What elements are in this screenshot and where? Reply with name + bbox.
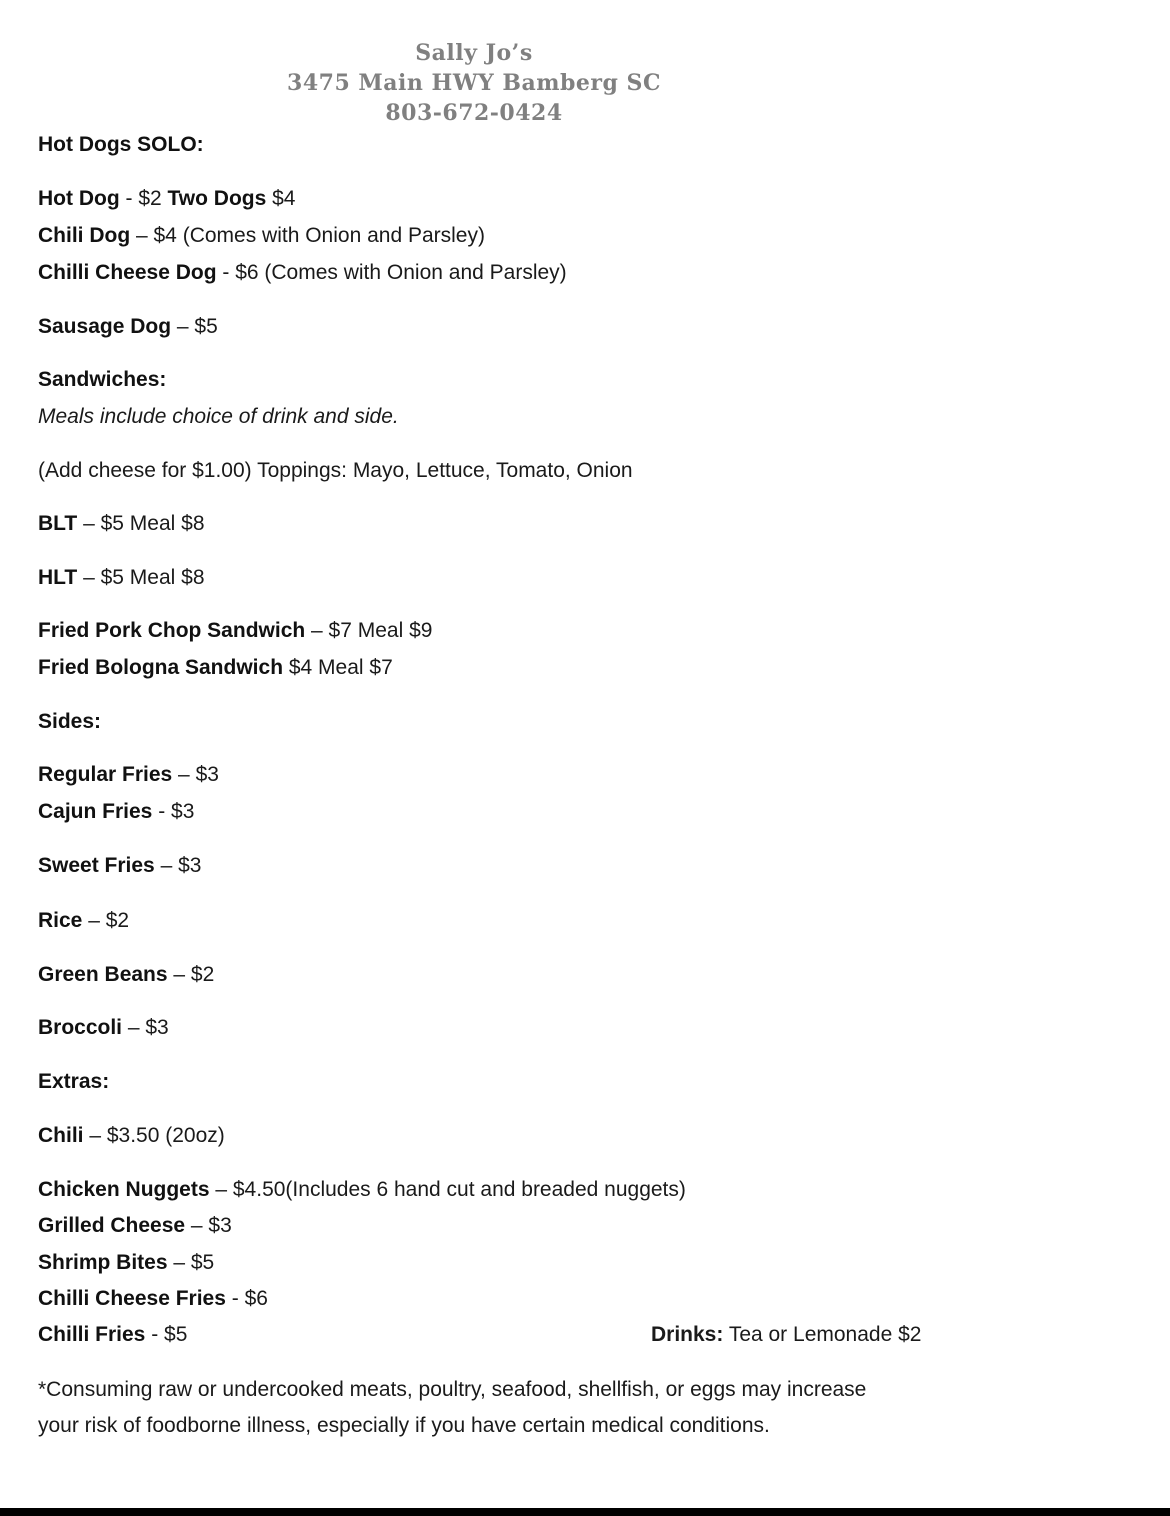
restaurant-address: 3475 Main HWY Bamberg SC [287, 70, 661, 96]
item-name: Fried Pork Chop Sandwich [38, 619, 306, 642]
menu-item-drinks [651, 1322, 921, 1348]
item-name: Chili Dog [38, 224, 131, 247]
item-name: Hot Dog [38, 187, 120, 210]
meals-note: Meals include choice of drink and side. [38, 405, 399, 428]
menu-item-chili-dog [38, 223, 485, 249]
item-name: Chicken Nuggets [38, 1178, 210, 1201]
item-name: Chilli Cheese Dog [38, 261, 217, 284]
item-price: – $2 [167, 963, 215, 986]
item-price: - $3 [152, 800, 195, 823]
item-price: $4 [266, 187, 296, 210]
item-price: $4 Meal $7 [283, 656, 393, 679]
menu-item-regular-fries [38, 762, 219, 788]
item-price: – $3 [185, 1214, 232, 1237]
item-price: – $5 [171, 315, 218, 338]
item-price: – $5 Meal $8 [77, 566, 205, 589]
sides-heading: Sides: [38, 710, 102, 733]
menu-item-shrimp-bites [38, 1250, 214, 1276]
menu-item-rice [38, 908, 129, 934]
item-price: – $3 [154, 854, 202, 877]
item-price: - $6 [225, 1287, 268, 1310]
menu-item-grilled-cheese [38, 1213, 232, 1239]
item-name: Broccoli [38, 1016, 123, 1039]
extras-heading: Extras: [38, 1070, 110, 1093]
item-price: – $3 [122, 1016, 169, 1039]
item-price: – $3 [172, 763, 219, 786]
item-price: – $7 Meal $9 [305, 619, 433, 642]
item-name: Sweet Fries [38, 854, 155, 877]
menu-item-broccoli [38, 1015, 169, 1041]
item-name: Green Beans [38, 963, 168, 986]
hot-dogs-heading: Hot Dogs SOLO: [38, 133, 204, 156]
item-name: HLT [38, 566, 78, 589]
menu-item-hlt [38, 565, 205, 591]
item-name: Sausage Dog [38, 315, 172, 338]
item-price: – $5 Meal $8 [77, 512, 205, 535]
toppings-note: (Add cheese for $1.00) Toppings: Mayo, Lettuce, Tomato, Onion [38, 459, 633, 482]
restaurant-phone: 803-672-0424 [385, 100, 563, 126]
drinks-text: Tea or Lemonade $2 [723, 1323, 922, 1346]
item-price: – $4.50(Includes 6 hand cut and breaded nuggets) [209, 1178, 686, 1201]
item-name: Two Dogs [167, 187, 267, 210]
item-price: - $6 (Comes with Onion and Parsley) [216, 261, 567, 284]
item-name: Chilli Fries [38, 1323, 146, 1346]
menu-item-sweet-fries [38, 853, 201, 879]
item-name: Fried Bologna Sandwich [38, 656, 284, 679]
sandwiches-heading: Sandwiches: [38, 368, 167, 391]
item-name: Shrimp Bites [38, 1251, 168, 1274]
item-name: Rice [38, 909, 83, 932]
drinks-label: Drinks: [651, 1323, 724, 1346]
menu-item-sausage-dog [38, 314, 218, 340]
disclaimer-line-2: your risk of foodborne illness, especially if you have certain medical conditions. [38, 1414, 770, 1437]
menu-item-fried-bologna-sandwich [38, 655, 393, 681]
menu-item-chilli-cheese-fries [38, 1286, 268, 1312]
item-price: – $3.50 (20oz) [83, 1124, 225, 1147]
item-price: – $5 [167, 1251, 215, 1274]
item-name: Regular Fries [38, 763, 173, 786]
item-name: Grilled Cheese [38, 1214, 186, 1237]
menu-item-chilli-cheese-dog [38, 260, 567, 286]
item-name: Chilli Cheese Fries [38, 1287, 226, 1310]
restaurant-name: Sally Jo’s [415, 40, 533, 66]
menu-item-cajun-fries [38, 799, 194, 825]
bottom-divider [0, 1508, 1170, 1516]
menu-item-fried-pork-chop-sandwich [38, 618, 432, 644]
item-price: – $4 (Comes with Onion and Parsley) [130, 224, 485, 247]
item-price: – $2 [82, 909, 130, 932]
menu-item-chicken-nuggets [38, 1177, 686, 1203]
item-name: Cajun Fries [38, 800, 153, 823]
disclaimer-line-1: *Consuming raw or undercooked meats, poultry, seafood, shellfish, or eggs may increase [38, 1378, 867, 1401]
menu-item-hot-dog [38, 186, 295, 212]
menu-item-chili [38, 1123, 225, 1149]
menu-item-blt [38, 511, 205, 537]
restaurant-header [0, 38, 948, 128]
item-price: - $5 [145, 1323, 188, 1346]
item-name: Chili [38, 1124, 84, 1147]
menu-item-green-beans [38, 962, 214, 988]
item-name: BLT [38, 512, 78, 535]
item-price: - $2 [119, 187, 168, 210]
menu-item-chilli-fries [38, 1322, 187, 1348]
